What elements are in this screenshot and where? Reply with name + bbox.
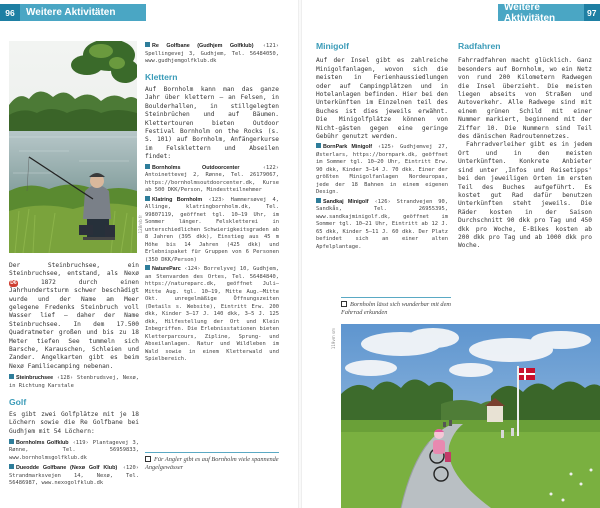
klettern-intro: Auf Bornholm kann man das ganze Jahr über klettern – an Felsen, in Boulderhallen, in stillgelegten Steinbrüchen und auf Bäumen. Klettertouren bieten Outdoor Festival Bornholm on the Rocks (s. S. 101) auf Bornholm, Anfängerkurse im Felsklettern und Abseilen findet: xyxy=(145,85,279,161)
entry-text: ‹125› Gudhjemvej 27, Østerlars, https://bornpark.dk, geöffnet im Sommer tgl. 10–20 Uhr, Eintritt Erw. 90 dkk, Kinder 3–14 J. 70 dkk. Einer der größten Minigolfanlagen Nordeuropas, jede der 18 Bahnen in einem eigenen Design. xyxy=(316,144,449,196)
book-gutter xyxy=(298,0,302,508)
map-badge: D6 xyxy=(10,279,17,286)
page-number-left: 96 xyxy=(0,4,20,21)
header-right xyxy=(498,1,600,24)
left-column xyxy=(9,262,139,488)
entry-marker-icon xyxy=(316,143,321,148)
bike-tip xyxy=(341,301,453,317)
entry-title: Dueodde Golfbane (Nexø Golf Klub) xyxy=(16,465,118,472)
klettern-entry-2 xyxy=(145,196,279,265)
steinbruchsee-paragraph xyxy=(9,262,139,371)
tip-divider-right xyxy=(341,297,451,298)
minigolf-intro: Auf der Insel gibt es zahlreiche Minigolfanlagen, wovon sich die meisten in Ferienhaussiedlungen oder auf Campingplätzen und in Hotelanlagen befinden. Hier bei den Unterkünften im Einzelnen teil des Buches ist dies jeweils erwähnt. Die Minigolfplätze können von Nicht-gästen gegen eine geringe Gebühr genutzt werden. xyxy=(316,57,448,141)
section-heading-golf: Golf xyxy=(9,397,27,408)
entry-title: Sandkaj Minigolf xyxy=(323,198,369,205)
golf-entry-2 xyxy=(9,464,139,488)
entry-text: ‹123› Hammersøvej 4, Allinge, klatringbornholm.dk, Tel. 99807119, geöffnet tgl. 10–19 Uhr, im Sommer länger. Felskletterei in unterschiedlichen Schwierigkeitsgraden ab 8 Jahren (395 dkk), Einstieg aus 45 m Höhe bis 14 Jahren (425 dkk) und Erlebnispaket für Gruppen von 6 Personen (350 DKK/Person) xyxy=(145,196,279,263)
klettern-entry-1 xyxy=(145,164,279,195)
entry-marker-icon xyxy=(145,265,150,270)
running-title-right: Weitere Aktivitäten xyxy=(504,1,556,24)
camera-icon xyxy=(341,301,347,307)
entry-marker-icon xyxy=(316,198,321,203)
steinbruchsee-entry xyxy=(9,374,139,390)
entry-text: ‹119› Plantagevej 3, Rønne, Tel. 56959833, www.bornholmsgolfklub.dk xyxy=(9,439,139,461)
entry-title: Re Golfbane (Gudhjem Golfklub) xyxy=(152,43,254,49)
minigolf-entry-2 xyxy=(316,198,448,252)
golf-entry-1 xyxy=(9,439,139,463)
page-number-right: 97 xyxy=(584,4,600,21)
entry-title: NatureParc xyxy=(152,266,181,273)
tip-text: Bornholm lässt sich wunderbar mit dem Fahrrad erkunden xyxy=(341,301,451,316)
running-title-left: Weitere Aktivitäten xyxy=(26,7,116,18)
paragraph-text-cont: 1872 durch einen Jahrhundertsturm schwer beschädigt wurde und der Name am Meer gelegene Fredenks Steinbruch voll Wasser lief – daher der Name Steinbruchsee. In dem 17.500 Quadratmeter großen und bis zu 18 Meter tiefen See tummeln sich Barsche, Karauschen, Schleien und Zander. Angelkarten gibt es beim Nexø Familiecamping nebenan. xyxy=(9,278,139,370)
section-heading-klettern: Klettern xyxy=(145,71,178,82)
entry-title: Bornholms Outdoorcenter xyxy=(152,164,240,171)
section-heading-radfahren: Radfahren xyxy=(458,41,501,51)
entry-text: ‹121› Spellingevej 3, Gudhjem, Tel. 56484050, www.gudhjemgolfklub.dk xyxy=(145,43,279,64)
photo-credit-left: 128mb fr xyxy=(138,215,143,234)
entry-marker-icon xyxy=(145,164,150,169)
entry-title: Klatring Bornholm xyxy=(152,196,203,203)
minigolf-entry-1 xyxy=(316,143,448,197)
radfahren-paragraph-1: Fahrradfahren macht glücklich. Ganz besonders auf Bornholm, wo ein Netz von rund 200 Kilometern Radwegen die Insel überzieht. Die meisten liegen abseits von Straßen und Autoverkehr. Alle Radwege sind mit einem grünen Schild mit einer Nummer markiert, beginnend mit der Ziffer 10. Die Nummern sind Teil des dänischen Radroutennetzes. xyxy=(458,57,592,141)
entry-text: ‹122› Antoinettevej 2, Rønne, Tel. 26179067, https://bornholmsoutdoorcenter.dk, Kurse ab 500 DKK/Person, Mindestteilnehmer xyxy=(145,164,279,194)
angler-tip xyxy=(145,456,279,472)
entry-text: ‹126› Strandvejen 90, Sandkås, Tel. 26955395, www.sandkajminigolf.dk, geöffnet im Sommer tgl. 10–21 Uhr, Eintritt ab 12 J. 65 dkk, Kinder 5–11 J. 60 dkk. Der Platz befindet sich an einer alten Apfelplantage. xyxy=(316,198,449,250)
photo-credit-right: 119vm sm xyxy=(331,328,336,350)
entry-marker-icon xyxy=(145,42,150,47)
header-left xyxy=(0,4,146,21)
re-golf-entry xyxy=(145,42,279,66)
entry-marker-icon xyxy=(9,439,14,444)
paragraph-text: Der Steinbruchsee, ein Steinbruchsee, entstand, als Nexø xyxy=(9,262,139,278)
middle-column xyxy=(145,42,279,364)
radfahren-paragraph-2: Fahrradverleiher gibt es in jedem Ort und in den meisten Unterkünften. Konkrete Anbieter sind unter ‚Infos und Reisetipps' bei den jeweiligen Orten im ersten Teil des Buches aufgeführt. Es kostet gut Rad dafür benutzen Unterkünften steht jeweils. Die Räder kosten in der Saison Durchschnitt 90 dkk pro Tag und 450 dkk pro Woche, E-Bikes kosten ab 200 dkk pro Tag und ab 1000 dkk pro Woche. xyxy=(458,141,592,250)
entry-text: ‹124› Borrelyvej 10, Gudhjem, an Stenvarden des Ortes, Tel. 56484840, https://natureparc.dk, geöffnet Juli–Mitte Aug. tgl. 10–19, Mitte Aug.–Mitte Okt. unregelmäßige Öffnungszeiten (Details s. Website), Eintritt Erw. 200 dkk, Kinder 3–17 J. 140 dkk, 3–5 J. 125 dkk, Hilfestellung der Ort und Klein Inbegriffen. Die Erlebnisstationen bieten Kletterparcours, Zipline, Sprung- und Abseilanlagen. Natur und Wildleben im Wald sowie in einem Kletterwald und Spielbereich. xyxy=(145,266,279,363)
tip-text: Für Angler gibt es auf Bornholm viele spannende Angelgewässer xyxy=(145,456,279,471)
minigolf-column xyxy=(316,42,448,251)
entry-text: ‹128› Stenbrudsvej, Nexø, in Richtung Karstale xyxy=(9,375,139,389)
camera-icon xyxy=(145,456,151,462)
klettern-entry-3 xyxy=(145,265,279,364)
golf-intro: Es gibt zwei Golfplätze mit je 18 Löchern sowie die Re Golfbane bei Gudhjem mit 54 Löchern: xyxy=(9,410,139,435)
section-heading-minigolf: Minigolf xyxy=(316,41,349,51)
entry-marker-icon xyxy=(9,374,14,379)
cyclist-photo xyxy=(341,324,600,508)
angler-photo xyxy=(9,41,137,253)
entry-text: ‹120› Strandmarksvejen 14, Nexø, Tel. 56486987, www.nexogolfklub.dk xyxy=(9,465,139,487)
entry-title: Steinbruchsee xyxy=(16,375,54,382)
entry-marker-icon xyxy=(145,196,150,201)
entry-title: Bornholms Golfklub xyxy=(16,439,69,446)
entry-marker-icon xyxy=(9,464,14,469)
tip-divider xyxy=(145,452,279,453)
entry-title: BornPark Minigolf xyxy=(323,144,373,151)
radfahren-column xyxy=(458,42,592,251)
